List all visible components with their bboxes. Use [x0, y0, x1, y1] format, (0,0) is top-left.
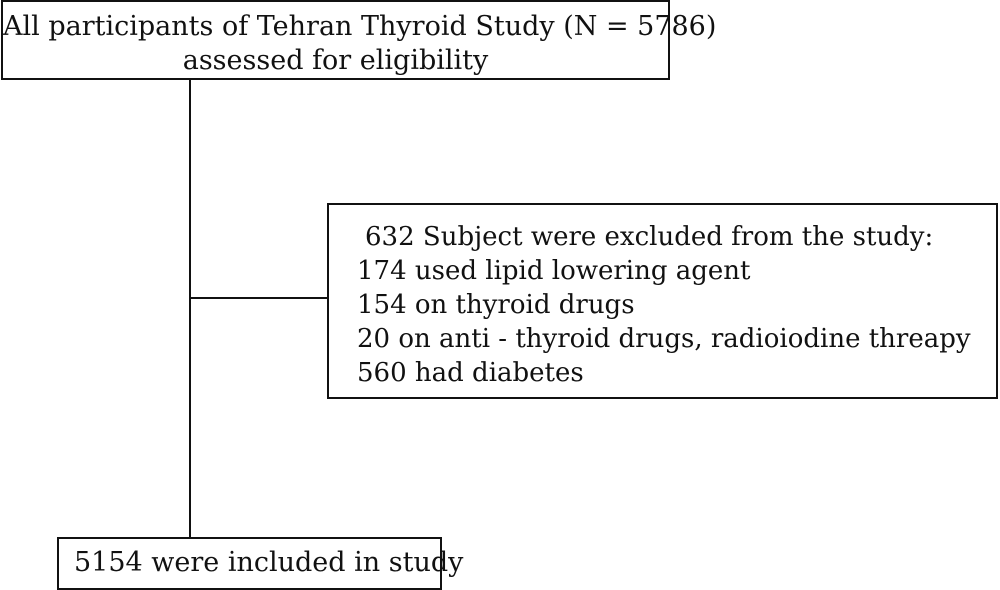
- eligibility-assessment-box: [1, 0, 717, 80]
- exclusion-item-anti-thyroid: 20 on anti - thyroid drugs, radioiodine threapy: [357, 324, 971, 354]
- exclusion-item-diabetes: 560 had diabetes: [357, 358, 584, 388]
- exclusion-item-thyroid-drugs: 154 on thyroid drugs: [357, 290, 635, 320]
- flow-connector-vertical: [189, 80, 191, 538]
- exclusion-box: [327, 203, 998, 399]
- exclusion-item-lipid-lowering: 174 used lipid lowering agent: [357, 256, 751, 286]
- eligibility-line-2: assessed for eligibility: [182, 45, 489, 76]
- eligibility-line-1: All participants of Tehran Thyroid Study (N = 5786): [3, 11, 717, 42]
- included-box: [57, 537, 464, 590]
- exclusion-header: 632 Subject were excluded from the study:: [365, 222, 934, 252]
- included-text: 5154 were included in study: [74, 547, 464, 578]
- flow-connector-exclusion-branch: [189, 297, 328, 299]
